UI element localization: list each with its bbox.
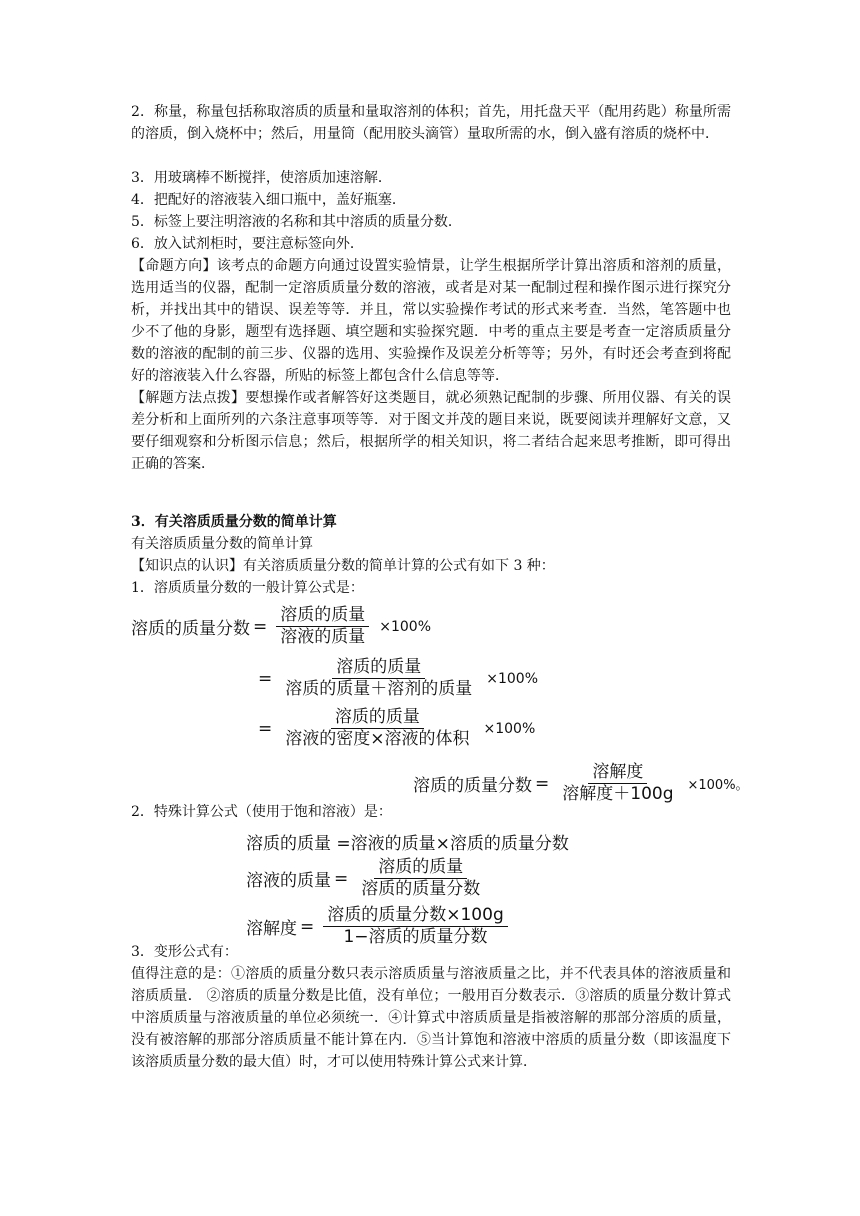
- numerator: 溶质的质量分数×100g: [323, 906, 507, 927]
- general-formula-line-1: [131, 606, 431, 647]
- formula-lhs: 溶质的质量分数: [131, 619, 250, 639]
- section-subheading: 有关溶质质量分数的简单计算: [131, 536, 313, 552]
- item-derived-formula: 3．变形公式有：: [131, 944, 238, 960]
- equals-sign: =: [258, 668, 273, 689]
- numerator: 溶质的质量: [332, 658, 425, 679]
- section-heading: 3．有关溶质质量分数的简单计算: [131, 514, 337, 530]
- equals-sign: =: [253, 616, 268, 637]
- denominator: 1−溶质的质量分数: [343, 927, 488, 947]
- times-percent: ×100%: [486, 670, 539, 687]
- fraction: [558, 763, 677, 804]
- times-percent: ×100%: [483, 720, 536, 737]
- times-percent: ×100%。: [687, 778, 749, 793]
- denominator: 溶解度＋100g: [562, 784, 674, 804]
- equals-sign: =: [300, 916, 315, 937]
- formula-lhs: 溶解度: [246, 919, 297, 939]
- numerator: 溶质的质量: [276, 606, 369, 627]
- special-formula-line: [413, 763, 749, 804]
- times-percent: ×100%: [379, 618, 432, 635]
- equals-sign: =: [258, 718, 273, 739]
- derived-formula-line-1: [246, 829, 569, 854]
- knowledge-intro: 【知识点的认识】有关溶质质量分数的简单计算的公式有如下 3 种：: [131, 558, 555, 574]
- item-general-formula: 1．溶质质量分数的一般计算公式是：: [131, 580, 364, 596]
- paragraph-solving-tips: 【解题方法点拨】要想操作或者解答好这类题目，就必须熟记配制的步骤、所用仪器、有关的误差分析和上面所列的六条注意事项等等．对于图文并茂的题目来说，既要阅读并理解好文意，又要仔细观察和分析图示信息；然后，根据所学的相关知识，将二者结合起来思考推断，即可得出正确的答案．: [131, 390, 731, 472]
- fraction: [357, 858, 484, 899]
- fraction: [281, 708, 473, 749]
- formula-lhs: 溶液的质量: [246, 871, 331, 891]
- derived-formula-line-2: [246, 858, 490, 899]
- equals-sign: =: [334, 868, 349, 889]
- paragraph-notes: 值得注意的是：①溶质的质量分数只表示溶质质量与溶液质量之比，并不代表具体的溶液质量和溶质质量． ②溶质的质量分数是比值，没有单位；一般用百分数表示．③溶质的质量分数计算式中溶质质量与溶液质量的单位必须统一．④计算式中溶质质量是指被溶解的那部分溶质的质量，没有被溶解的那部分溶质质量不能计算在内．⑤当计算饱和溶液中溶质的质量分数（即该温度下该溶质质量分数的最大值）时，才可以使用特殊计算公式来计算．: [131, 966, 731, 1070]
- paragraph-storage: 6．放入试剂柜时，要注意标签向外．: [131, 236, 364, 252]
- paragraph-bottling: 4．把配好的溶液装入细口瓶中，盖好瓶塞．: [131, 192, 406, 208]
- formula-lhs: 溶质的质量分数: [413, 776, 532, 796]
- paragraph-exam-direction: 【命题方向】该考点的命题方向通过设置实验情景，让学生根据所学计算出溶质和溶剂的质量，选用适当的仪器，配制一定溶质质量分数的溶液，或者是对某一配制过程和操作图示进行探究分析，并找出其中的错误、误差等等．并且，常以实验操作考试的形式来考查．当然，笔答题中也少不了他的身影，题型有选择题、填空题和实验探究题．中考的重点主要是考查一定溶质质量分数的溶液的配制的前三步、仪器的选用、实验操作及误差分析等等；另外，有时还会考查到将配好的溶液装入什么容器，所贴的标签上都包含什么信息等等．: [131, 258, 731, 384]
- numerator: 溶解度: [588, 763, 647, 784]
- denominator: 溶液的质量: [280, 627, 366, 647]
- fraction: [281, 658, 476, 699]
- equals-sign: =: [535, 773, 550, 794]
- numerator: 溶质的质量: [374, 858, 467, 879]
- numerator: 溶质的质量: [331, 708, 424, 729]
- paragraph-weighing: 2．称量，称量包括称取溶质的质量和量取溶剂的体积；首先，用托盘天平（配用药匙）称量所需的溶质，倒入烧杯中；然后，用量筒（配用胶头滴管）量取所需的水，倒入盛有溶质的烧杯中．: [131, 104, 731, 142]
- formula-text: 溶质的质量 =溶液的质量×溶质的质量分数: [246, 834, 569, 854]
- item-special-formula: 2．特殊计算公式（使用于饱和溶液）是：: [131, 804, 392, 820]
- denominator: 溶质的质量＋溶剂的质量: [285, 679, 473, 699]
- paragraph-stirring: 3．用玻璃棒不断搅拌，使溶质加速溶解．: [131, 170, 392, 186]
- fraction: [276, 606, 369, 647]
- paragraph-labeling: 5．标签上要注明溶液的名称和其中溶质的质量分数．: [131, 214, 462, 230]
- denominator: 溶质的质量分数: [361, 879, 481, 899]
- general-formula-line-2: [255, 658, 538, 699]
- general-formula-line-3: [255, 708, 535, 749]
- denominator: 溶液的密度×溶液的体积: [285, 729, 470, 749]
